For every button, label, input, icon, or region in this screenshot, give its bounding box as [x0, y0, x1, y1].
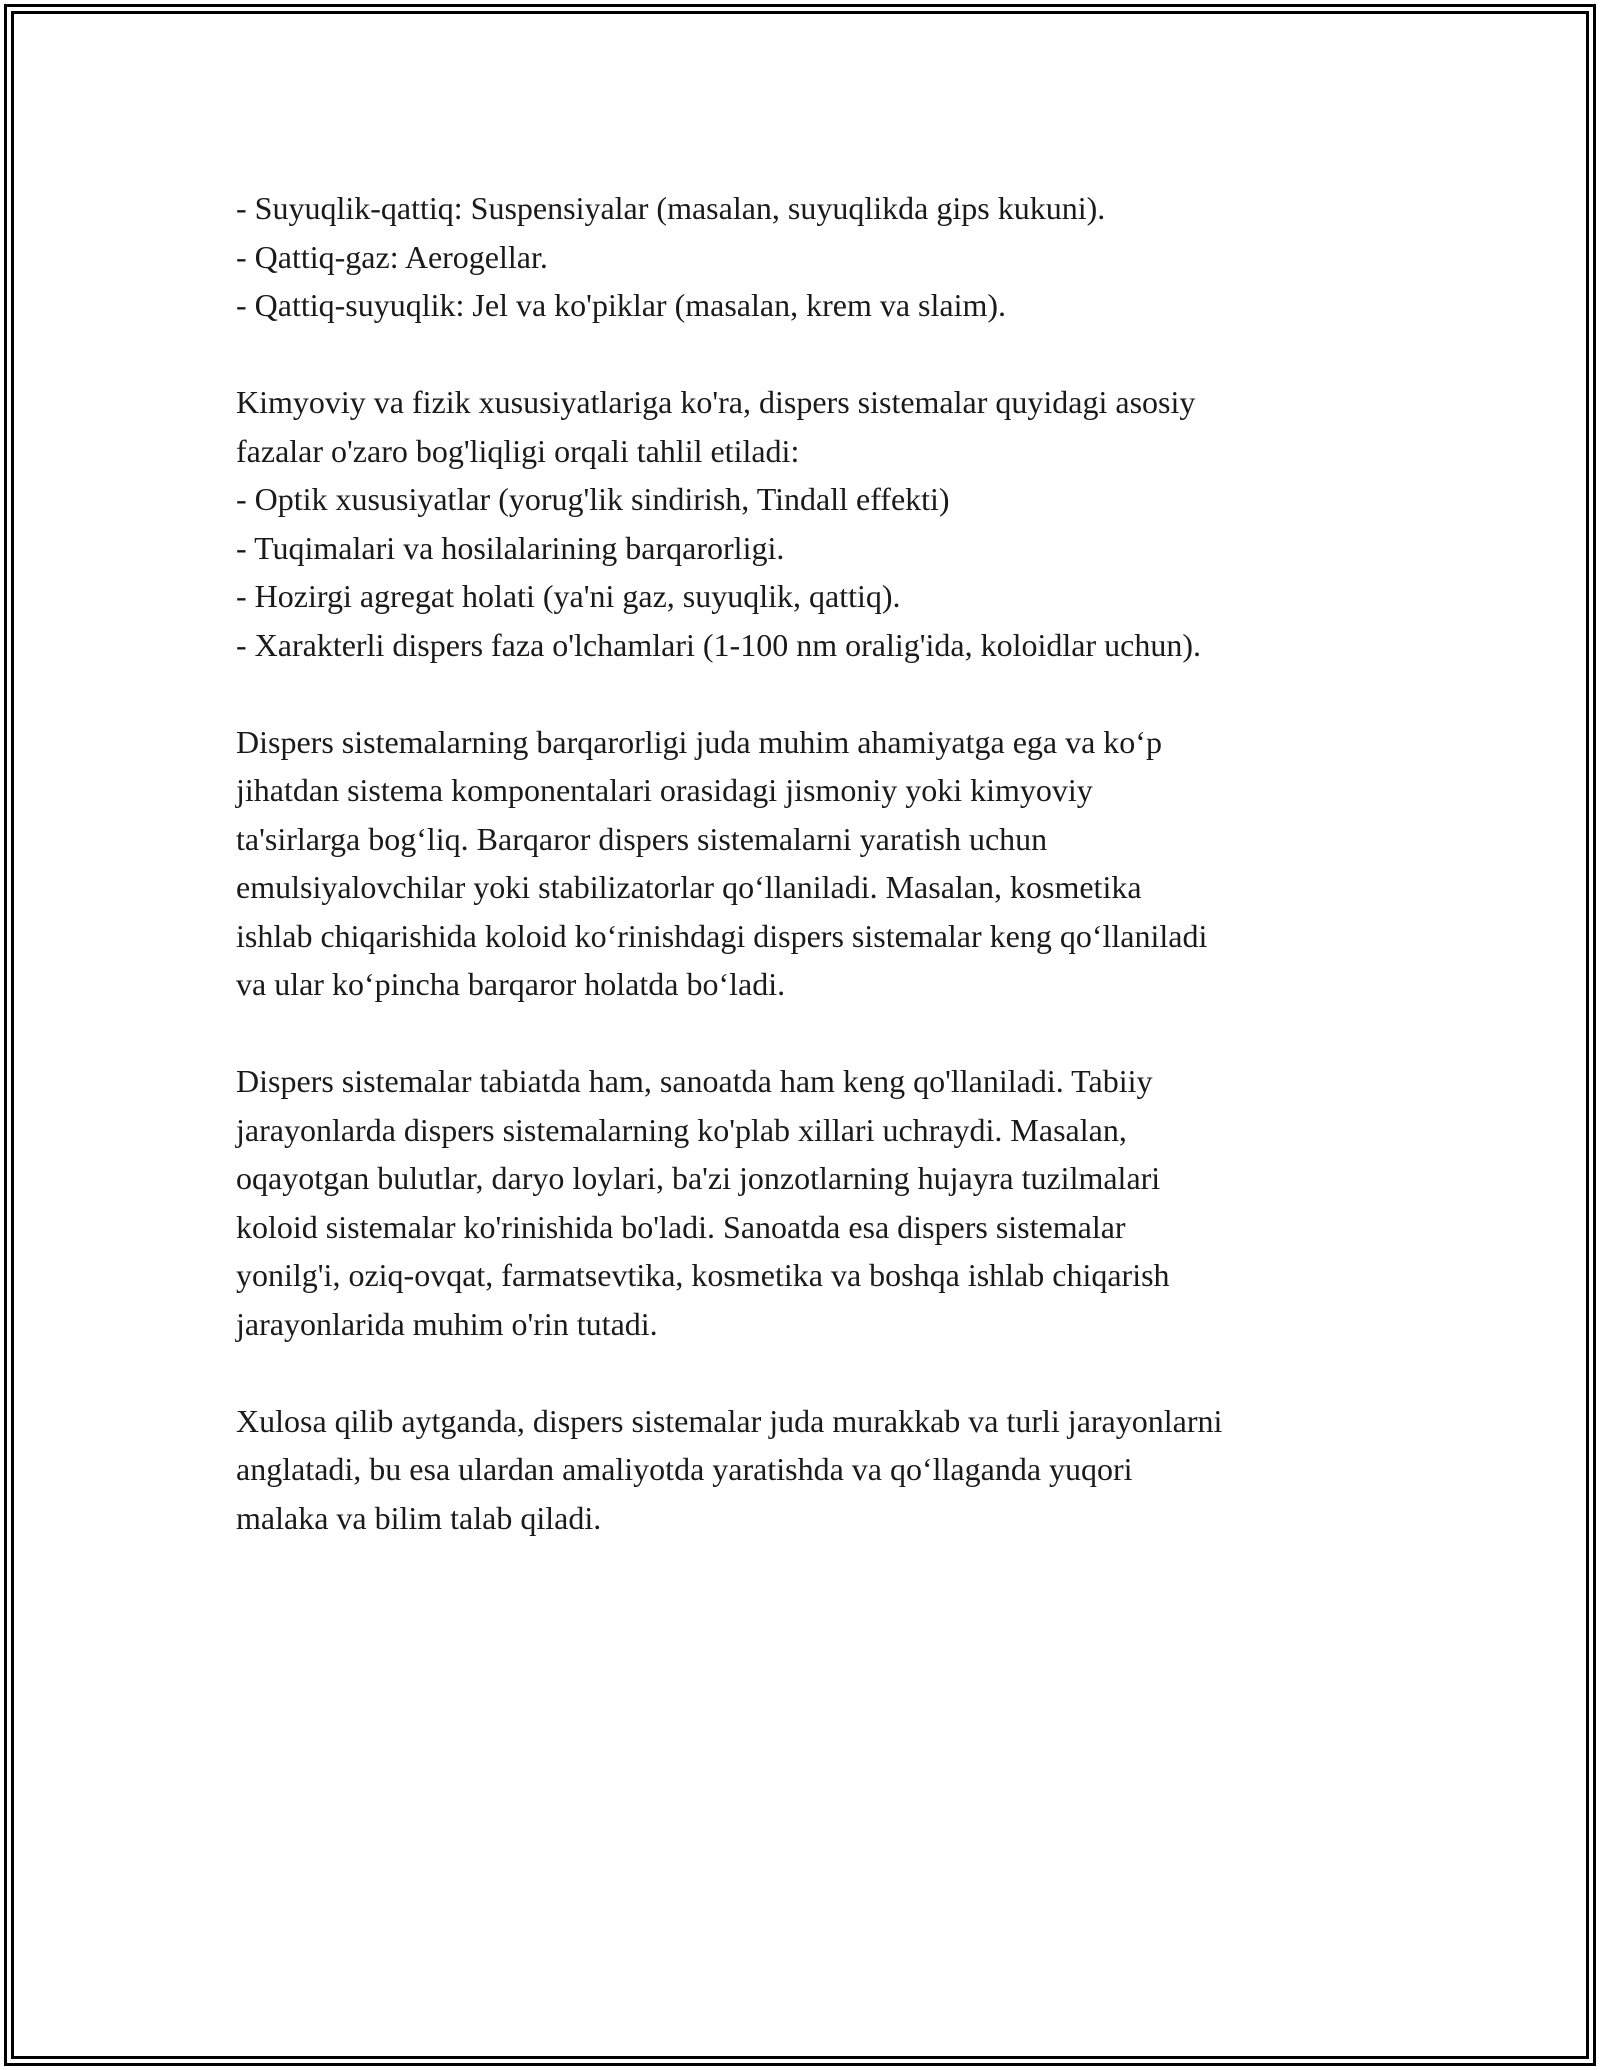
- text-line: malaka va bilim talab qiladi.: [236, 1499, 602, 1536]
- document-body: [236, 184, 1416, 1542]
- text-line: yonilg'i, oziq-ovqat, farmatsevtika, kosmetika va boshqa ishlab chiqarish: [236, 1257, 1170, 1293]
- text-line: Kimyoviy va fizik xususiyatlariga ko'ra, dispers sistemalar quyidagi asosiy: [236, 384, 1196, 420]
- text-line: - Hozirgi agregat holati (ya'ni gaz, suyuqlik, qattiq).: [236, 578, 901, 614]
- text-line: - Suyuqlik-qattiq: Suspensiyalar (masalan, suyuqlikda gips kukuni).: [236, 190, 1106, 226]
- paragraph-gap: [236, 1348, 1416, 1397]
- paragraph-applications: [236, 1057, 1416, 1348]
- paragraph-mixture-types: [236, 184, 1416, 330]
- text-line: - Qattiq-gaz: Aerogellar.: [236, 238, 548, 275]
- text-line: oqayotgan bulutlar, daryo loylari, ba'zi jonzotlarning hujayra tuzilmalari: [236, 1160, 1161, 1196]
- text-line: emulsiyalovchilar yoki stabilizatorlar qo‘llaniladi. Masalan, kosmetika: [236, 869, 1142, 905]
- text-line: ta'sirlarga bog‘liq. Barqaror dispers sistemalarni yaratish uchun: [236, 820, 1048, 857]
- text-line: - Qattiq-suyuqlik: Jel va ko'piklar (masalan, krem va slaim).: [236, 287, 1007, 323]
- text-line: koloid sistemalar ko'rinishida bo'ladi. Sanoatda esa dispers sistemalar: [236, 1208, 1126, 1245]
- text-line: jarayonlarda dispers sistemalarning ko'plab xillari uchraydi. Masalan,: [236, 1111, 1127, 1148]
- paragraph-gap: [236, 1009, 1416, 1058]
- paragraph-gap: [236, 330, 1416, 379]
- text-line: jarayonlarida muhim o'rin tutadi.: [236, 1305, 658, 1342]
- paragraph-conclusion: [236, 1397, 1416, 1543]
- paragraph-properties: [236, 378, 1416, 669]
- text-line: va ular ko‘pincha barqaror holatda bo‘ladi.: [236, 966, 786, 1002]
- text-line: jihatdan sistema komponentalari orasidagi jismoniy yoki kimyoviy: [236, 772, 1093, 808]
- text-line: ishlab chiqarishida koloid ko‘rinishdagi dispers sistemalar keng qo‘llaniladi: [236, 917, 1208, 954]
- text-line: fazalar o'zaro bog'liqligi orqali tahlil etiladi:: [236, 432, 800, 469]
- text-line: - Optik xususiyatlar (yorug'lik sindirish, Tindall effekti): [236, 481, 950, 517]
- text-line: Dispers sistemalarning barqarorligi juda muhim ahamiyatga ega va ko‘p: [236, 723, 1162, 760]
- paragraph-stability: [236, 718, 1416, 1009]
- text-line: Xulosa qilib aytganda, dispers sistemalar juda murakkab va turli jarayonlarni: [236, 1402, 1223, 1439]
- text-line: - Tuqimalari va hosilalarining barqarorligi.: [236, 529, 785, 566]
- text-line: Dispers sistemalar tabiatda ham, sanoatda ham keng qo'llaniladi. Tabiiy: [236, 1063, 1153, 1099]
- paragraph-gap: [236, 669, 1416, 718]
- text-line: anglatadi, bu esa ulardan amaliyotda yaratishda va qo‘llaganda yuqori: [236, 1451, 1133, 1487]
- text-line: - Xarakterli dispers faza o'lchamlari (1-100 nm oralig'ida, koloidlar uchun).: [236, 626, 1201, 663]
